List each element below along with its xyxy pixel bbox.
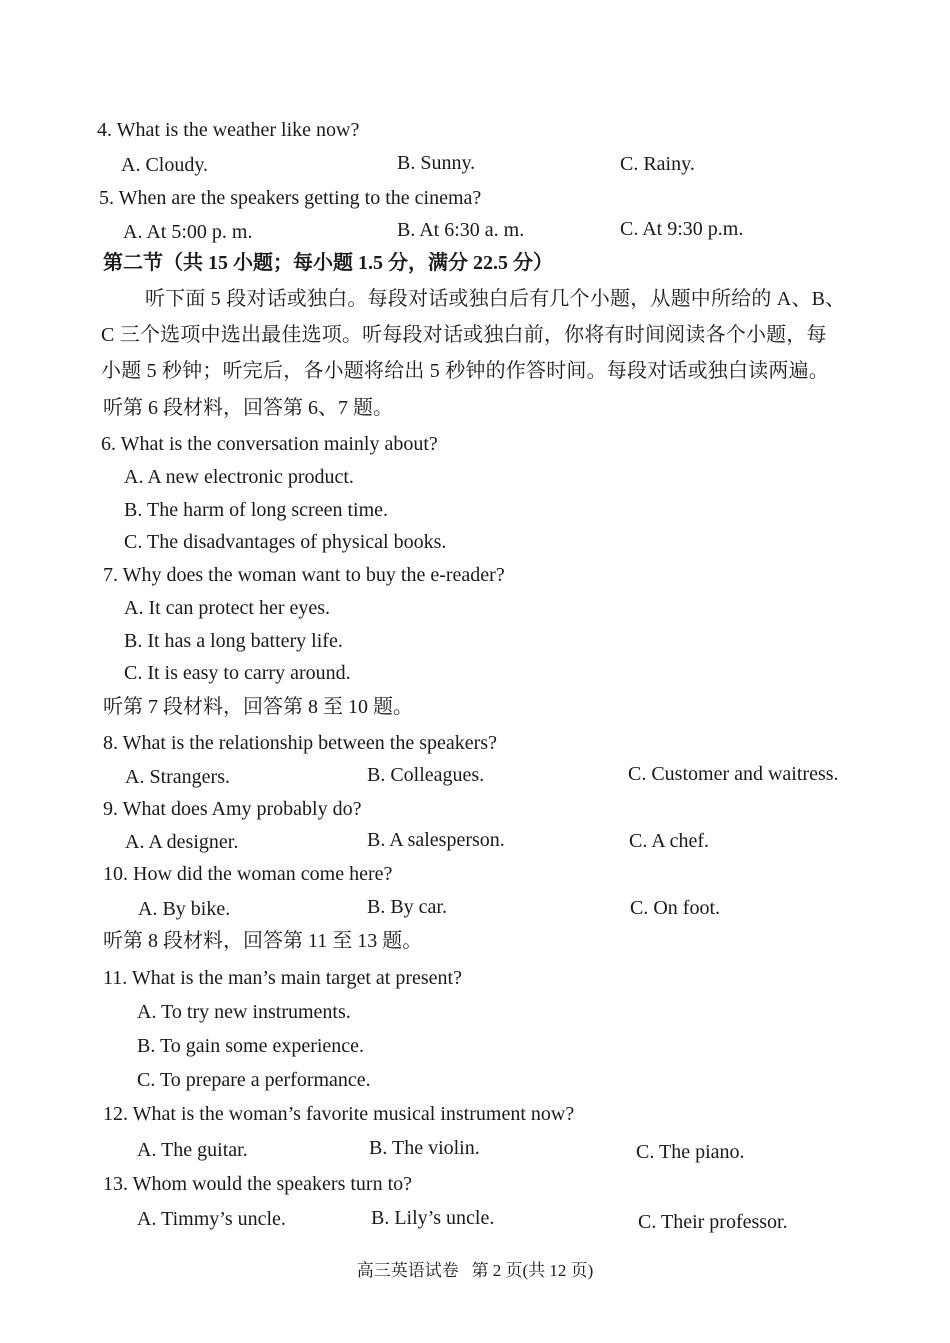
question-7-option-c: C. It is easy to carry around. (124, 662, 351, 684)
material-6-heading: 听第 6 段材料，回答第 6、7 题。 (103, 397, 393, 419)
question-8-option-b: B. Colleagues. (367, 764, 485, 786)
question-6-option-b: B. The harm of long screen time. (124, 499, 389, 521)
question-5-option-b: B. At 6:30 a. m. (397, 219, 525, 241)
question-7-option-a: A. It can protect her eyes. (124, 597, 331, 619)
section-instructions-line-2: C 三个选项中选出最佳选项。听每段对话或独白前，你将有时间阅读各个小题，每 (101, 324, 827, 346)
page-footer: 高三英语试卷 第 2 页(共 12 页) (356, 1261, 594, 1280)
question-5-stem: 5. When are the speakers getting to the cinema? (99, 187, 482, 209)
section-instructions-line-1: 听下面 5 段对话或独白。每段对话或独白后有几个小题，从题中所给的 A、B、 (145, 288, 846, 310)
question-8-stem: 8. What is the relationship between the speakers? (103, 732, 497, 754)
question-12-option-b: B. The violin. (369, 1137, 480, 1159)
question-5-option-c: C. At 9:30 p.m. (620, 218, 744, 240)
question-9-option-b: B. A salesperson. (367, 829, 505, 851)
question-7-stem: 7. Why does the woman want to buy the e-reader? (103, 564, 505, 586)
question-9-stem: 9. What does Amy probably do? (103, 798, 362, 820)
question-10-stem: 10. How did the woman come here? (103, 863, 393, 885)
question-5-option-a: A. At 5:00 p. m. (123, 221, 253, 243)
question-4-option-c: C. Rainy. (620, 153, 695, 175)
question-10-option-a: A. By bike. (138, 898, 231, 920)
material-8-heading: 听第 8 段材料，回答第 11 至 13 题。 (103, 930, 423, 952)
question-11-option-a: A. To try new instruments. (137, 1001, 351, 1023)
question-13-option-a: A. Timmy’s uncle. (137, 1208, 286, 1230)
question-7-option-b: B. It has a long battery life. (124, 630, 343, 652)
question-6-stem: 6. What is the conversation mainly about? (101, 433, 438, 455)
question-13-stem: 13. Whom would the speakers turn to? (103, 1173, 413, 1195)
question-12-stem: 12. What is the woman’s favorite musical instrument now? (103, 1103, 575, 1125)
question-10-option-c: C. On foot. (630, 897, 720, 919)
question-8-option-a: A. Strangers. (125, 766, 230, 788)
question-9-option-c: C. A chef. (629, 830, 709, 852)
question-11-stem: 11. What is the man’s main target at present? (103, 967, 462, 989)
material-7-heading: 听第 7 段材料，回答第 8 至 10 题。 (103, 696, 413, 718)
question-4-stem: 4. What is the weather like now? (97, 119, 360, 141)
question-6-option-a: A. A new electronic product. (124, 466, 354, 488)
question-4-option-b: B. Sunny. (397, 152, 476, 174)
question-4-option-a: A. Cloudy. (121, 154, 209, 176)
question-8-option-c: C. Customer and waitress. (628, 763, 839, 785)
question-12-option-c: C. The piano. (636, 1141, 745, 1163)
question-11-option-c: C. To prepare a performance. (137, 1069, 371, 1091)
question-11-option-b: B. To gain some experience. (137, 1035, 365, 1057)
question-9-option-a: A. A designer. (125, 831, 239, 853)
question-12-option-a: A. The guitar. (137, 1139, 248, 1161)
question-6-option-c: C. The disadvantages of physical books. (124, 531, 447, 553)
question-13-option-c: C. Their professor. (638, 1211, 788, 1233)
question-10-option-b: B. By car. (367, 896, 447, 918)
section-instructions-line-3: 小题 5 秒钟；听完后，各小题将给出 5 秒钟的作答时间。每段对话或独白读两遍。 (101, 360, 829, 382)
question-13-option-b: B. Lily’s uncle. (371, 1207, 495, 1229)
section-title: 第二节（共 15 小题；每小题 1.5 分，满分 22.5 分） (103, 252, 553, 274)
